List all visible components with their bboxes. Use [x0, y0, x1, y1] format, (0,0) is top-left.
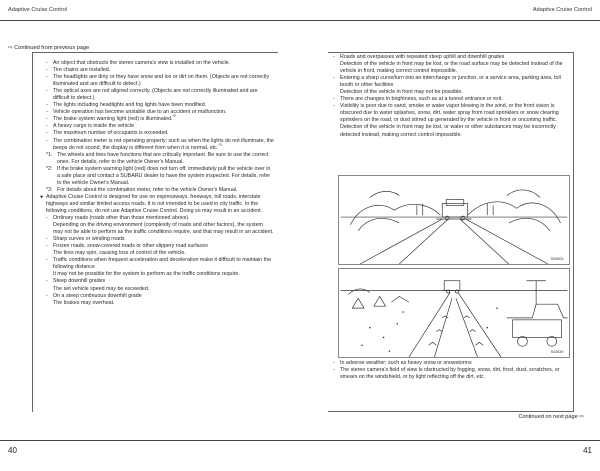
- list-item: - Frozen roads, snow-covered roads or other slippery road surfaces: [46, 243, 208, 250]
- list-item: - On a steep continuous downhill grade: [46, 292, 142, 299]
- footnote: *3: For details about the combination meter, refer to the vehicle Owner's Manual.: [46, 186, 238, 193]
- footnote: *2: If the brake system warning light (red) does not turn off, immediately pull the vehicle over in a safe place and contact a SUBARU dealer to have the system inspected. For details, refer to the vehicle Owner's Manual.: [46, 165, 271, 186]
- header-rule: [0, 20, 600, 21]
- list-item-note: The brakes may overheat.: [53, 299, 115, 306]
- footnote-ref-3: *3: [218, 142, 222, 147]
- list-item-note: It may not be possible for the system to perform as the traffic conditions require.: [53, 271, 240, 278]
- list-item: - Vehicle operation has become unstable due to an accident or malfunction.: [46, 109, 227, 116]
- illustration-snow-road: [338, 268, 570, 358]
- footnote-ref-2: *2: [172, 114, 176, 119]
- figure-code: S00602: [550, 257, 564, 262]
- bullet-paragraph: ● Adaptive Cruise Control is designed for use on expressways, freeways, toll roads, interstate highways and similar limited access roads. It is not intended to be used in city traffic. In the following conditions, do not use Adaptive Cruise Control. Doing so may result in an accident.: [40, 193, 263, 214]
- list-item-note: Detection of the vehicle in front may be lost, or water or other substances may be incorrectly detected instead, making correct control impossible.: [340, 124, 556, 138]
- list-item: - An object that obstructs the stereo camera's view is installed on the vehicle.: [46, 60, 231, 66]
- footnote: *1: The wheels and tires have functions that are critically important. Be sure to use the correct ones. For details, refer to the vehicle Owner's Manual.: [46, 151, 269, 165]
- continued-on-next: Continued on next page ⇨: [518, 414, 584, 420]
- list-item: - Traffic conditions when frequent acceleration and deceleration make it difficult to maintain the following distance: [46, 257, 272, 271]
- page-number-left: 40: [8, 446, 17, 455]
- list-item: - The headlights are dirty or they have snow and ice or dirt on them. (Objects are not correctly illuminated and are difficult to detect.): [46, 74, 270, 88]
- list-item: - The brake system warning light (red) is illuminated.$^{*2}$: [46, 114, 176, 123]
- list-item: - The lights including headlights and fog lights have been modified.: [46, 102, 207, 109]
- list-item: - In adverse weather; such as heavy snow or snowstorms: [333, 360, 472, 366]
- figure-code: S02639: [550, 350, 564, 355]
- right-column-text: [333, 54, 571, 139]
- continued-from-previous: ⇨ Continued from previous page: [8, 45, 90, 51]
- road-spray-drawing: [339, 176, 569, 264]
- page-number-right: 41: [583, 446, 592, 455]
- list-item: - The combination meter is not operating properly; such as when the lights do not illuminate, the beeps do not sound, the display is different from when it is normal, etc.$^{*3}$: [46, 137, 274, 151]
- list-item: - Ordinary roads (roads other than those mentioned above): [46, 215, 189, 222]
- page-header-left: Adaptive Cruise Control: [8, 7, 68, 13]
- list-item-note: Depending on the driving environment (complexity of roads and other factors), the system may not be able to perform as the traffic conditions require, and that may result in an accident.: [53, 222, 274, 236]
- illustration-road-spray: [338, 175, 570, 265]
- list-item: - Visibility is poor due to sand, smoke or water vapor blowing in the wind, or the front vision is obscured due to water splashes, snow, dirt, water spray from road sprinklers or snow clearing sprinklers on the road, or dust stirred up generated by the vehicle in front or oncoming traffic.: [333, 103, 559, 124]
- list-item-note: The set vehicle speed may be exceeded.: [53, 285, 150, 292]
- page-header-right: Adaptive Cruise Control: [532, 7, 592, 13]
- list-item-note: The tires may spin, causing loss of control of the vehicle.: [53, 250, 186, 257]
- list-item: - Roads and overpasses with repeated steep uphill and downhill grades: [333, 54, 505, 60]
- list-item: - There are changes in brightness, such as at a tunnel entrance or exit.: [333, 96, 503, 103]
- left-column-text: [40, 60, 274, 307]
- list-item: - The maximum number of occupants is exceeded.: [46, 130, 169, 137]
- list-item-note: Detection of the vehicle in front may not be possible.: [340, 89, 463, 96]
- list-item: - The optical axes are not aligned correctly. (Objects are not correctly illuminated and are difficult to detect.): [46, 88, 258, 102]
- list-item: - The stereo camera's field of view is obstructed by fogging, snow, dirt, frost, dust, scratches, or smears on the windshield, or by light reflecting off the dirt, etc.: [333, 367, 560, 381]
- list-item: - A heavy cargo is inside the vehicle.: [46, 123, 136, 130]
- right-column-text-bottom: [333, 360, 571, 381]
- list-item-note: Detection of the vehicle in front may be lost, or the road surface may be detected instead of the vehicle in front, making correct control impossible.: [340, 61, 563, 75]
- snow-road-drawing: [339, 269, 569, 357]
- footer-rule: [0, 440, 600, 441]
- list-item: - Sharp curves or winding roads: [46, 236, 125, 243]
- list-item: - Steep downhill grades: [46, 278, 106, 285]
- list-item: - Tire chains are installed.: [46, 67, 111, 74]
- list-item: - Entering a sharp curve/turn into an interchange or junction, or a service area, parking area, toll booth or other facilities: [333, 75, 561, 89]
